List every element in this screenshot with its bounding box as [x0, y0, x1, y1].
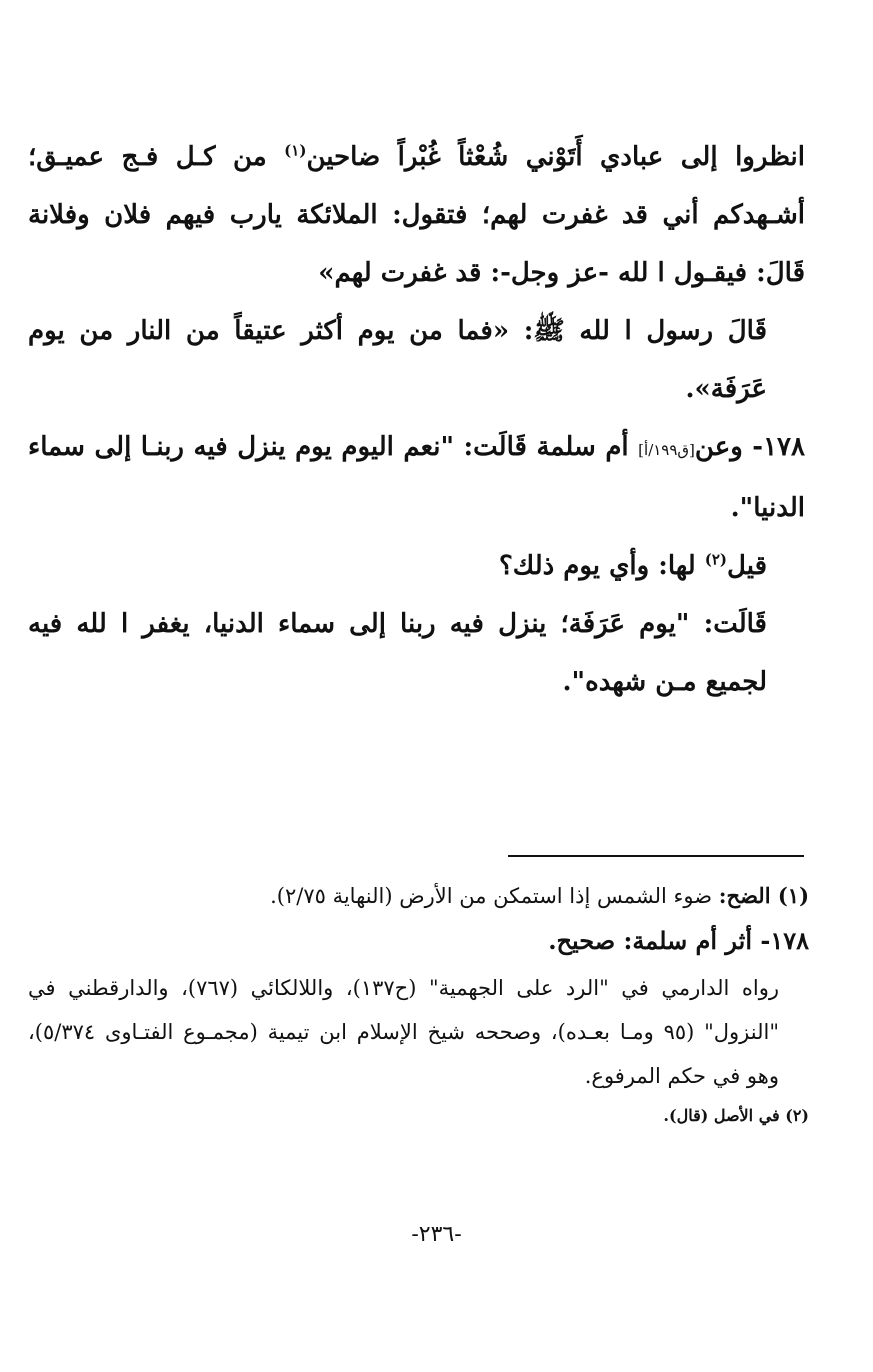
footnote-text: ضوء الشمس إذا استمكن من الأرض (النهاية ٢/٧٥).: [270, 884, 719, 908]
page-number: -٢٣٦-: [411, 1222, 462, 1247]
footnote-1: [28, 876, 809, 916]
footnotes: [28, 876, 809, 1134]
footnote-reference: (١): [284, 141, 307, 160]
text-segment: أم سلمة قَالَت: "نعم اليوم يوم ينزل فيه ربنـا إلى سماء الدنيا".: [28, 432, 805, 523]
hadith-grade: ١٧٨- أثر أم سلمة: صحيح.: [548, 926, 809, 955]
text-segment: لها: وأي يوم ذلك؟: [499, 551, 705, 581]
paragraph: [28, 537, 805, 595]
hadith-number: ١٧٨- وعن: [694, 432, 805, 462]
paragraph: [28, 128, 805, 302]
footnote-term: (١) الضح:: [718, 883, 809, 908]
footnote-divider: [508, 855, 804, 857]
text-segment: انظروا إلى عبادي أَتَوْني شُعْثاً غُبْراً ضاحين: [306, 142, 805, 172]
text-segment: من كـل فـج عميـق؛ أشـهدكم أني قد غفرت لهم؛ فتقول: الملائكة يارب فيهم فلان وفلانة قَالَ: فيقـول ا لله -عز وجل-: قد غفرت لهم»: [28, 142, 805, 288]
main-text: [28, 128, 805, 711]
hadith-sources: رواه الدارمي في "الرد على الجهمية" (ح١٣٧)، واللالكائي (٧٦٧)، والدارقطني في "النزول" (٩٥ ومـا بعـده)، وصححه شيخ الإسلام ابن تيمية (مجمـوع الفتـاوى ٥/٣٧٤)، وهو في حكم المرفوع.: [28, 976, 779, 1088]
text-segment: قيل: [727, 551, 767, 581]
paragraph: قَالَ رسول ا لله ﷺ: «فما من يوم أكثر عتيقاً من النار من يوم عَرَفَة».: [28, 316, 767, 404]
footnote-2: (٢) في الأصل (قال).: [663, 1106, 809, 1125]
footnote-reference: (٢): [704, 550, 728, 569]
manuscript-page-ref: [ق١٩٩/أ]: [638, 441, 695, 459]
paragraph: قَالَت: "يوم عَرَفَة؛ ينزل فيه ربنا إلى سماء الدنيا، يغفر ا لله فيه لجميع مـن شهده".: [28, 609, 767, 697]
paragraph: [28, 418, 805, 537]
